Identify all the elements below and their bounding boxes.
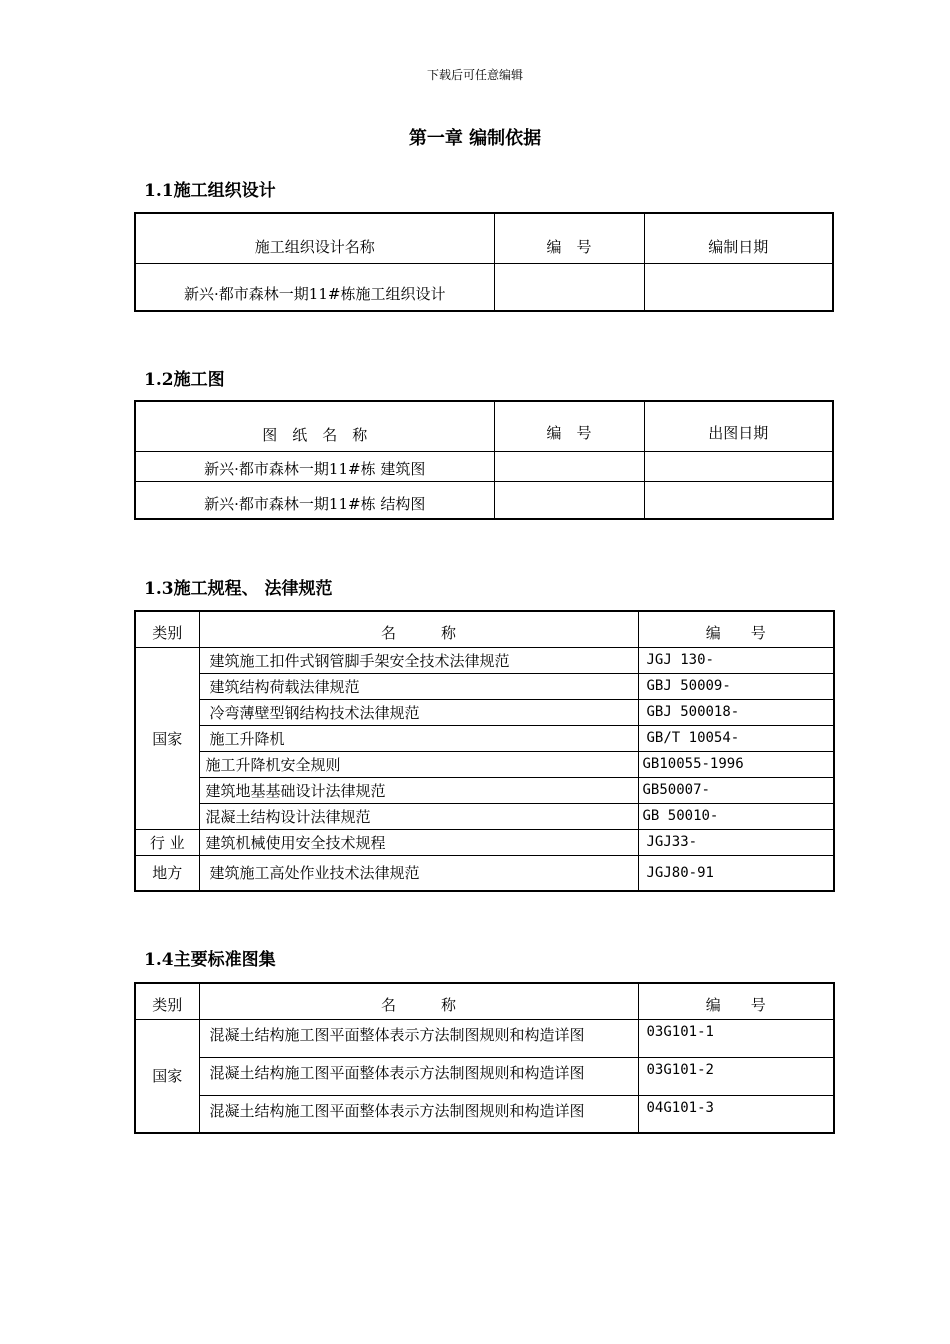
header-cell: 类别	[135, 983, 199, 1019]
chapter-title: 第一章 编制依据	[408, 128, 542, 149]
category-cell: 行 业	[135, 829, 199, 855]
table-row	[135, 481, 833, 519]
table-cell: 新兴·都市森林一期11#栋 建筑图	[135, 451, 494, 481]
table-cell	[494, 481, 644, 519]
header-cell: 类别	[135, 611, 199, 647]
table-row	[135, 1095, 834, 1133]
table-cell	[644, 481, 833, 519]
header-cell: 编 号	[494, 401, 644, 451]
table-cell: 建筑机械使用安全技术规程	[199, 829, 638, 855]
table-cell	[494, 263, 644, 311]
table-row	[135, 673, 834, 699]
table-cell: GB/T 10054-	[638, 725, 834, 751]
standard-atlas-table	[134, 982, 835, 1134]
section-title-1-2: 1.2施工图	[144, 370, 225, 390]
table-cell: 冷弯薄壁型钢结构技术法律规范	[199, 699, 638, 725]
header-cell: 名 称	[199, 983, 638, 1019]
table-header-row	[135, 983, 834, 1019]
table-cell: 建筑结构荷载法律规范	[199, 673, 638, 699]
table-row	[135, 803, 834, 829]
table-row	[135, 1019, 834, 1057]
table-cell: 新兴·都市森林一期11#栋 结构图	[135, 481, 494, 519]
header-cell: 出图日期	[644, 401, 833, 451]
table-cell	[644, 451, 833, 481]
drawing-table	[134, 400, 834, 520]
table-cell: 施工升降机	[199, 725, 638, 751]
table-row	[135, 1057, 834, 1095]
category-cell: 国家	[135, 1019, 199, 1133]
table-cell: 建筑地基基础设计法律规范	[199, 777, 638, 803]
header-cell: 编 号	[494, 213, 644, 263]
design-table	[134, 212, 834, 312]
table-row	[135, 751, 834, 777]
header-cell: 编 号	[638, 983, 834, 1019]
table-header-row	[135, 611, 834, 647]
table-cell: 新兴·都市森林一期11#栋施工组织设计	[135, 263, 494, 311]
section-title-1-3: 1.3施工规程、 法律规范	[144, 579, 333, 599]
table-cell: 03G101-1	[638, 1019, 834, 1057]
table-cell: 建筑施工高处作业技术法律规范	[199, 855, 638, 891]
regulation-table	[134, 610, 835, 892]
table-cell: GB50007-	[638, 777, 834, 803]
table-cell: GB10055-1996	[638, 751, 834, 777]
table-cell: GBJ 500018-	[638, 699, 834, 725]
table-row	[135, 855, 834, 891]
table-cell: 04G101-3	[638, 1095, 834, 1133]
table-cell	[494, 451, 644, 481]
table-header-row	[135, 401, 833, 451]
table-header-row	[135, 213, 833, 263]
header-cell: 名 称	[199, 611, 638, 647]
table-row	[135, 725, 834, 751]
table-cell: JGJ 130-	[638, 647, 834, 673]
table-cell: GBJ 50009-	[638, 673, 834, 699]
table-cell: 混凝土结构施工图平面整体表示方法制图规则和构造详图	[199, 1095, 638, 1133]
header-cell: 编 号	[638, 611, 834, 647]
header-cell: 编制日期	[644, 213, 833, 263]
section-title-1-4: 1.4主要标准图集	[144, 950, 276, 970]
table-row	[135, 699, 834, 725]
category-cell: 地方	[135, 855, 199, 891]
table-cell: 施工升降机安全规则	[199, 751, 638, 777]
table-row	[135, 647, 834, 673]
table-row	[135, 829, 834, 855]
table-cell: 混凝土结构设计法律规范	[199, 803, 638, 829]
table-cell: 建筑施工扣件式钢管脚手架安全技术法律规范	[199, 647, 638, 673]
table-cell: JGJ80-91	[638, 855, 834, 891]
header-note: 下载后可任意编辑	[426, 68, 523, 82]
table-row	[135, 451, 833, 481]
table-row	[135, 263, 833, 311]
table-cell: 混凝土结构施工图平面整体表示方法制图规则和构造详图	[199, 1019, 638, 1057]
table-cell: 混凝土结构施工图平面整体表示方法制图规则和构造详图	[199, 1057, 638, 1095]
section-title-1-1: 1.1施工组织设计	[144, 181, 276, 201]
table-cell: JGJ33-	[638, 829, 834, 855]
table-cell: GB 50010-	[638, 803, 834, 829]
header-cell: 施工组织设计名称	[135, 213, 494, 263]
header-cell: 图 纸 名 称	[135, 401, 494, 451]
table-cell	[644, 263, 833, 311]
table-row	[135, 777, 834, 803]
category-cell: 国家	[135, 647, 199, 829]
table-cell: 03G101-2	[638, 1057, 834, 1095]
